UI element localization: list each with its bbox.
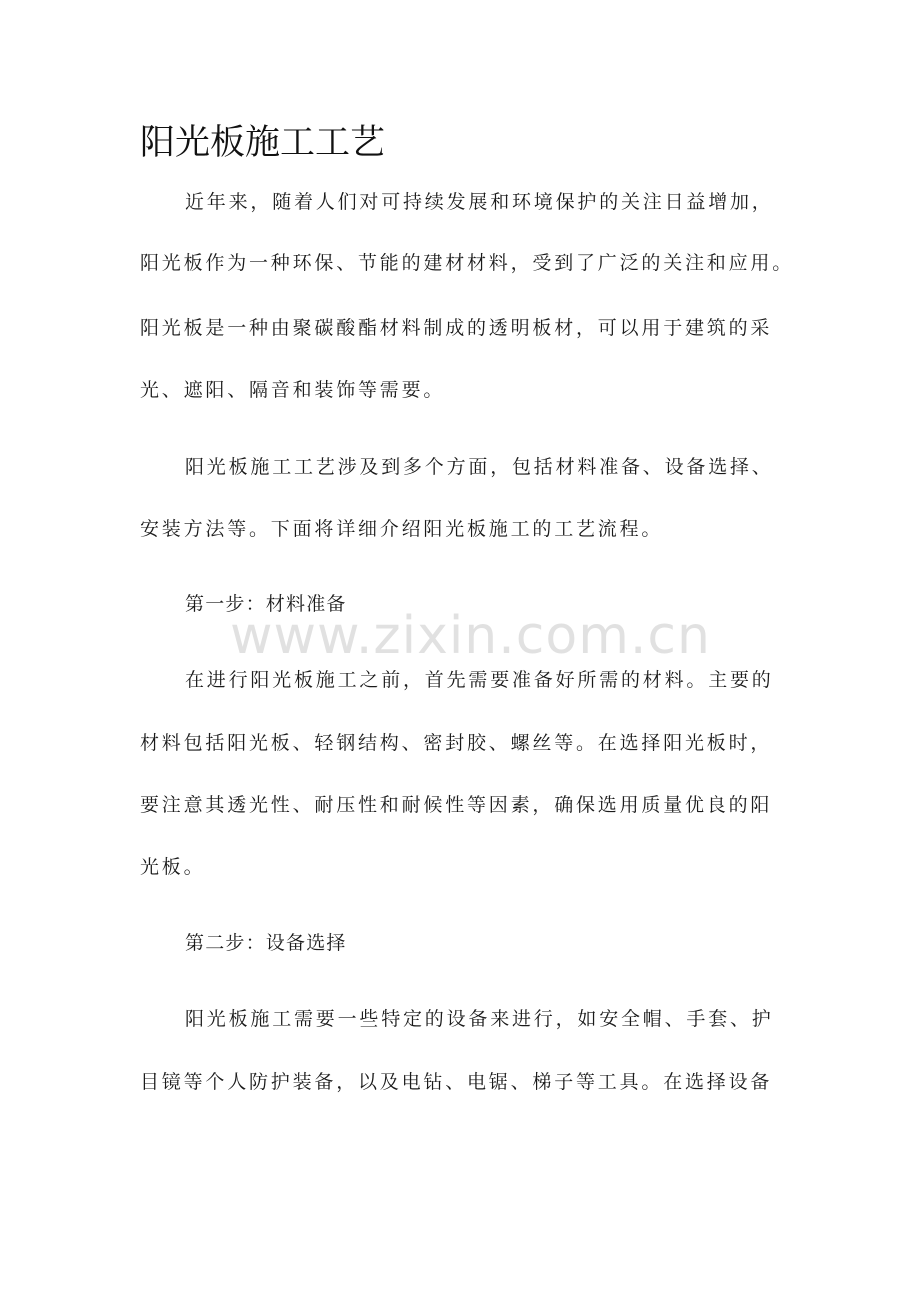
document-title: 阳光板施工工艺 <box>140 123 386 163</box>
paragraph-line: 阳光板施工需要一些特定的设备来进行，如安全帽、手套、护 <box>185 1008 774 1030</box>
paragraph-line: 材料包括阳光板、轻钢结构、密封胶、螺丝等。在选择阳光板时， <box>140 732 773 754</box>
paragraph-line: 近年来，随着人们对可持续发展和环境保护的关注日益增加， <box>185 191 774 213</box>
paragraph-line: 目镜等个人防护装备，以及电钻、电锯、梯子等工具。在选择设备 <box>140 1071 773 1093</box>
paragraph-line: 阳光板施工工艺涉及到多个方面，包括材料准备、设备选择、 <box>185 456 774 478</box>
paragraph-line: 阳光板作为一种环保、节能的建材材料，受到了广泛的关注和应用。 <box>140 252 795 274</box>
step-heading: 第一步：材料准备 <box>185 593 347 615</box>
step-heading: 第二步：设备选择 <box>185 932 347 954</box>
paragraph-line: 在进行阳光板施工之前，首先需要准备好所需的材料。主要的 <box>185 669 774 691</box>
watermark: www.zixin.com.cn <box>230 606 711 666</box>
paragraph-line: 光、遮阳、隔音和装饰等需要。 <box>140 379 446 401</box>
paragraph-line: 要注意其透光性、耐压性和耐候性等因素，确保选用质量优良的阳 <box>140 794 773 816</box>
paragraph-line: 光板。 <box>140 856 206 878</box>
paragraph-line: 安装方法等。下面将详细介绍阳光板施工的工艺流程。 <box>140 518 664 540</box>
paragraph-line: 阳光板是一种由聚碳酸酯材料制成的透明板材，可以用于建筑的采 <box>140 317 773 339</box>
